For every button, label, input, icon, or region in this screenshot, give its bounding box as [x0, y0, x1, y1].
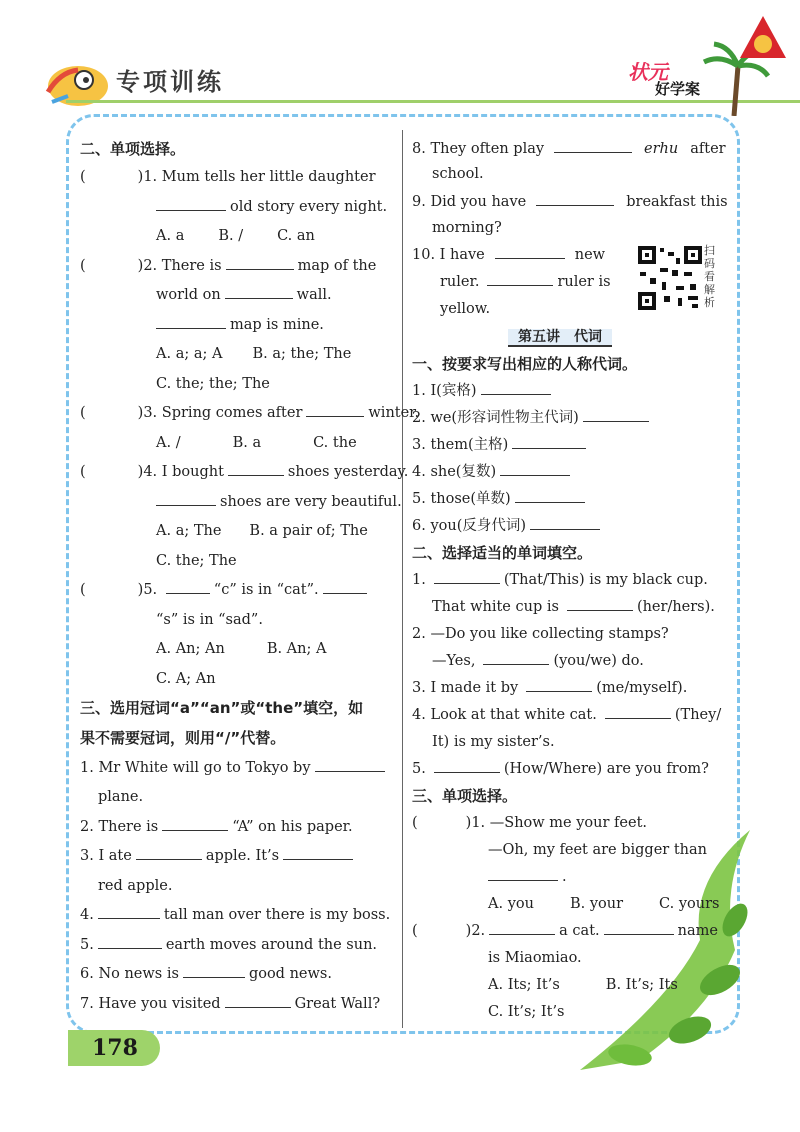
fill-6: 6. No news is good news. — [80, 960, 332, 990]
qr-label: 扫码看解析 — [704, 244, 715, 309]
answer-blank[interactable] — [488, 866, 558, 881]
right-part-3-title: 三、单项选择。 — [412, 787, 518, 805]
mc-2-options-1: A. Its; It’s B. It’s; Its — [488, 977, 678, 993]
answer-blank[interactable] — [323, 579, 367, 594]
mc-1-options: A. you B. your C. yours — [488, 896, 720, 912]
answer-blank[interactable] — [166, 579, 210, 594]
answer-blank[interactable] — [225, 993, 291, 1008]
q3-line1: ( )3. Spring comes after winter. — [80, 399, 419, 429]
answer-blank[interactable] — [481, 380, 551, 395]
answer-blank[interactable] — [434, 758, 500, 773]
left-section-2-title: 二、单项选择。 — [80, 140, 186, 158]
answer-blank[interactable] — [567, 596, 633, 611]
q5-options-1: A. An; An B. An; A — [156, 641, 327, 657]
pronoun-item-2: 2. we(形容词性物主代词) — [412, 404, 653, 434]
page-number: 178 — [68, 1030, 160, 1066]
q4-line1: ( )4. I bought shoes yesterday. — [80, 458, 408, 488]
q2-line2: world on wall. — [156, 281, 332, 311]
fill-1-line1: 1. Mr White will go to Tokyo by — [80, 754, 389, 784]
answer-blank[interactable] — [604, 920, 674, 935]
answer-blank[interactable] — [98, 934, 162, 949]
lesson-heading: 第五讲 代词 — [508, 323, 612, 353]
answer-blank[interactable] — [526, 677, 592, 692]
fill-10-line3: yellow. — [440, 301, 491, 317]
answer-blank[interactable] — [483, 650, 549, 665]
q4-options-1: A. a; The B. a pair of; The — [156, 523, 368, 539]
fill-3-line2: red apple. — [98, 878, 173, 894]
answer-blank[interactable] — [315, 757, 385, 772]
answer-blank[interactable] — [489, 920, 555, 935]
fill-9-line1: 9. Did you have breakfast this — [412, 188, 728, 218]
fill-3-line1: 3. I ate apple. It’s — [80, 842, 357, 872]
pronoun-item-3: 3. them(主格) — [412, 431, 590, 461]
answer-blank[interactable] — [487, 271, 553, 286]
pronoun-item-1: 1. I(宾格) — [412, 377, 555, 407]
brand-logo-top: 状元 — [628, 60, 668, 84]
answer-blank[interactable] — [434, 569, 500, 584]
mc-2-line2: is Miaomiao. — [488, 950, 582, 966]
answer-blank[interactable] — [306, 402, 364, 417]
answer-blank[interactable] — [536, 191, 614, 206]
q1-options: A. a B. / C. an — [156, 228, 315, 244]
fill-4: 4. tall man over there is my boss. — [80, 901, 390, 931]
column-divider — [402, 130, 403, 1028]
pronoun-item-4: 4. she(复数) — [412, 458, 574, 488]
q2-line3: map is mine. — [156, 311, 324, 341]
fill-2: 2. There is “A” on his paper. — [80, 813, 353, 843]
answer-blank[interactable] — [156, 196, 226, 211]
q2-options-1: A. a; a; A B. a; the; The — [156, 346, 352, 362]
answer-blank[interactable] — [530, 515, 600, 530]
fill-9-line2: morning? — [432, 220, 502, 236]
choice-4-line1: 4. Look at that white cat. (They/ — [412, 701, 721, 731]
left-section-3-title-line2: 果不需要冠词，则用“/”代替。 — [80, 729, 286, 747]
choice-1-line1: 1. (That/This) is my black cup. — [412, 566, 708, 596]
mc-2-options-2: C. It’s; It’s — [488, 1004, 565, 1020]
qr-pattern-icon — [636, 244, 704, 312]
fill-8-line2: school. — [432, 166, 484, 182]
pronoun-item-6: 6. you(反身代词) — [412, 512, 604, 542]
answer-blank[interactable] — [512, 434, 586, 449]
answer-blank[interactable] — [183, 963, 245, 978]
answer-blank[interactable] — [225, 284, 293, 299]
answer-blank[interactable] — [136, 845, 202, 860]
fill-1-line2: plane. — [98, 789, 144, 805]
pronoun-item-5: 5. those(单数) — [412, 485, 589, 515]
answer-blank[interactable] — [283, 845, 353, 860]
choice-3: 3. I made it by (me/myself). — [412, 674, 687, 704]
answer-blank[interactable] — [583, 407, 649, 422]
mc-1-line1: ( )1. —Show me your feet. — [412, 815, 647, 831]
mc-1-line3: . — [488, 863, 567, 893]
answer-blank[interactable] — [554, 138, 632, 153]
q5-line1: ( )5. “c” is in “cat”. — [80, 576, 371, 606]
left-section-3-title-line1: 三、选用冠词“a”“an”或“the”填空，如 — [80, 699, 364, 717]
mc-1-line2: —Oh, my feet are bigger than — [488, 842, 707, 858]
header-underline — [66, 100, 800, 103]
fill-7: 7. Have you visited Great Wall? — [80, 990, 380, 1020]
choice-5: 5. (How/Where) are you from? — [412, 755, 709, 785]
mascot-icon — [40, 52, 116, 112]
fill-10-line1: 10. I have new — [412, 241, 605, 271]
emblem-icon — [738, 14, 788, 60]
q2-line1: ( )2. There is map of the — [80, 252, 376, 282]
answer-blank[interactable] — [162, 816, 228, 831]
mc-2-line1: ( )2. a cat. name — [412, 917, 718, 947]
fill-8-line1: 8. They often play erhu after — [412, 135, 726, 165]
choice-2-line2: —Yes, (you/we) do. — [432, 647, 644, 677]
answer-blank[interactable] — [156, 314, 226, 329]
right-part-1-title: 一、按要求写出相应的人称代词。 — [412, 355, 638, 373]
q5-line2: “s” is in “sad”. — [156, 612, 263, 628]
q1-line1: ( )1. Mum tells her little daughter — [80, 169, 376, 185]
answer-blank[interactable] — [495, 244, 565, 259]
answer-blank[interactable] — [98, 904, 160, 919]
answer-blank[interactable] — [515, 488, 585, 503]
fill-5: 5. earth moves around the sun. — [80, 931, 377, 961]
q4-line2: shoes are very beautiful. — [156, 488, 402, 518]
q3-options: A. / B. a C. the — [156, 435, 357, 451]
brand-logo-bottom: 好学案 — [655, 80, 701, 98]
q5-options-2: C. A; An — [156, 671, 216, 687]
q2-options-2: C. the; the; The — [156, 376, 270, 392]
q1-line2: old story every night. — [156, 193, 387, 223]
choice-4-line2: It) is my sister’s. — [432, 734, 555, 750]
right-part-2-title: 二、选择适当的单词填空。 — [412, 544, 593, 562]
answer-blank[interactable] — [500, 461, 570, 476]
answer-blank[interactable] — [228, 461, 284, 476]
answer-blank[interactable] — [226, 255, 294, 270]
section-title: 专项训练 — [116, 68, 224, 96]
fill-10-line2: ruler. ruler is — [440, 268, 611, 298]
answer-blank[interactable] — [605, 704, 671, 719]
q4-options-2: C. the; The — [156, 553, 237, 569]
qr-code-icon[interactable] — [636, 244, 704, 312]
choice-1-line2: That white cup is (her/hers). — [432, 593, 715, 623]
answer-blank[interactable] — [156, 491, 216, 506]
choice-2-line1: 2. —Do you like collecting stamps? — [412, 626, 669, 642]
